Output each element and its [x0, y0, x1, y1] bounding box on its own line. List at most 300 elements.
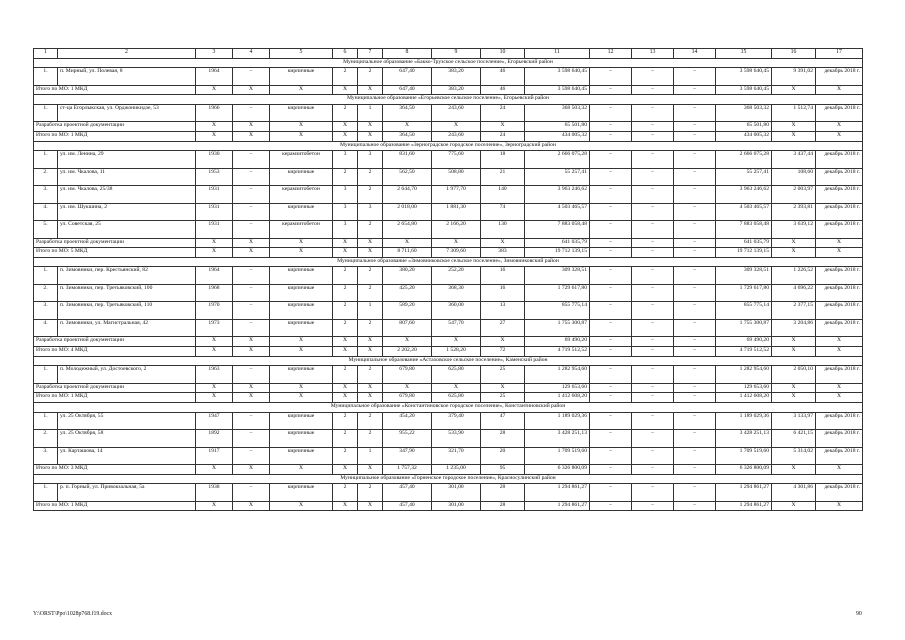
table-cell: X — [270, 122, 333, 132]
table-cell: 364,50 — [383, 104, 432, 122]
table-cell: X — [333, 238, 358, 248]
total-row — [34, 85, 863, 95]
table-cell: 434 005,32 — [525, 131, 590, 141]
table-cell: – — [674, 267, 716, 285]
table-cell: 3 204,86 — [772, 319, 816, 337]
table-cell: ст-ца Егорлыкская, ул. Орджоникидзе, 53 — [58, 104, 196, 122]
table-cell: 4. — [34, 319, 58, 337]
table-cell: кирпичные — [270, 267, 333, 285]
table-cell: 4 719 512,52 — [525, 347, 590, 357]
table-cell: – — [632, 319, 674, 337]
table-cell: X — [270, 85, 333, 95]
table-cell: керамзитобетон — [270, 151, 333, 169]
table-cell: 4. — [34, 203, 58, 221]
table-cell: X — [233, 383, 270, 393]
table-cell: 1 512,74 — [772, 104, 816, 122]
table-cell: – — [632, 104, 674, 122]
table-cell: 647,40 — [383, 68, 432, 86]
table-cell: – — [233, 168, 270, 186]
section-title-row — [34, 257, 863, 267]
table-row — [34, 186, 863, 204]
table-cell: X — [772, 248, 816, 258]
table-cell: 1 528,20 — [432, 347, 481, 357]
table-cell: X — [358, 122, 383, 132]
table-cell: – — [590, 122, 632, 132]
table-cell: 2 — [333, 366, 358, 384]
table-cell: 2 — [358, 366, 383, 384]
table-cell: 2 — [333, 430, 358, 448]
table-cell: декабрь 2018 г. — [816, 319, 863, 337]
table-cell: 1 282 954,60 — [716, 366, 772, 384]
table-cell: 3 — [333, 203, 358, 221]
table-cell: 1 881,30 — [432, 203, 481, 221]
table-cell: 9 — [432, 49, 481, 59]
table-cell: керамзитобетон — [270, 221, 333, 239]
table-cell: 6 — [333, 49, 358, 59]
table-cell: X — [196, 393, 233, 403]
table-row — [34, 221, 863, 239]
table-cell: 25 — [481, 366, 525, 384]
table-cell: X — [233, 393, 270, 403]
table-cell: X — [333, 465, 358, 475]
table-cell: декабрь 2018 г. — [816, 104, 863, 122]
table-cell: 3 963 246,62 — [716, 186, 772, 204]
table-cell: 347,90 — [383, 447, 432, 465]
table-cell: декабрь 2018 г. — [816, 447, 863, 465]
table-cell: Итого по МО: 1 МКД — [34, 393, 196, 403]
table-cell: 6 421,15 — [772, 430, 816, 448]
table-cell: – — [590, 430, 632, 448]
table-body — [34, 49, 863, 511]
table-cell: 2. — [34, 284, 58, 302]
table-cell: – — [632, 186, 674, 204]
table-cell: X — [333, 393, 358, 403]
table-cell: 625,80 — [432, 393, 481, 403]
design-docs-row — [34, 383, 863, 393]
table-cell: – — [632, 501, 674, 511]
table-cell: – — [632, 337, 674, 347]
table-row — [34, 284, 863, 302]
table-cell: 454,20 — [383, 412, 432, 430]
table-cell: X — [233, 501, 270, 511]
table-cell: X — [432, 238, 481, 248]
table-cell: X — [358, 238, 383, 248]
table-cell: 3 963 246,62 — [525, 186, 590, 204]
table-cell: 1 755 300,87 — [716, 319, 772, 337]
table-cell: 2 — [358, 412, 383, 430]
table-cell: 1930 — [196, 151, 233, 169]
table-cell: 1 — [358, 302, 383, 320]
table-cell: 1 294 861,27 — [716, 501, 772, 511]
table-cell: 3 598 640,45 — [716, 85, 772, 95]
table-cell: 2 — [358, 186, 383, 204]
table-cell: Разработка проектной документации — [34, 337, 196, 347]
table-cell: – — [632, 168, 674, 186]
table-cell: – — [674, 151, 716, 169]
table-cell: 831,60 — [383, 151, 432, 169]
table-cell: – — [590, 302, 632, 320]
table-cell: декабрь 2018 г. — [816, 203, 863, 221]
table-cell: 1970 — [196, 302, 233, 320]
table-cell: X — [233, 465, 270, 475]
table-cell: кирпичные — [270, 168, 333, 186]
table-cell: – — [233, 104, 270, 122]
table-cell: X — [270, 501, 333, 511]
table-cell: 3 — [196, 49, 233, 59]
table-cell: 2 202,20 — [383, 347, 432, 357]
table-cell: X — [196, 465, 233, 475]
table-cell: – — [632, 122, 674, 132]
table-cell: 13 — [632, 49, 674, 59]
table-cell: – — [590, 186, 632, 204]
table-cell: – — [632, 302, 674, 320]
table-cell: 3 — [333, 151, 358, 169]
table-cell: 2 018,00 — [383, 203, 432, 221]
table-cell: – — [590, 68, 632, 86]
table-cell: Муниципальное образование «Бакко-Трузское сельское поселение», Егорьевский район — [34, 58, 863, 68]
table-cell: декабрь 2018 г. — [816, 151, 863, 169]
table-cell: X — [481, 383, 525, 393]
table-cell: 1938 — [196, 484, 233, 502]
table-cell: декабрь 2018 г. — [816, 412, 863, 430]
table-cell: 3 598 640,45 — [716, 68, 772, 86]
table-cell: – — [674, 221, 716, 239]
table-cell: Разработка проектной документации — [34, 238, 196, 248]
table-cell: Муниципальное образование «Зимовниковское сельское поселение», Зимовниковский район — [34, 257, 863, 267]
table-cell: – — [590, 465, 632, 475]
table-row — [34, 484, 863, 502]
table-cell: 321,70 — [432, 447, 481, 465]
table-cell: – — [674, 484, 716, 502]
table-cell: п. Мирный, ул. Полевая, 8 — [58, 68, 196, 86]
table-cell: 2 — [358, 267, 383, 285]
table-cell: 1. — [34, 267, 58, 285]
table-cell: 383,20 — [432, 85, 481, 95]
table-cell: X — [196, 131, 233, 141]
table-cell: 4 503 465,57 — [716, 203, 772, 221]
table-cell: 55 257,41 — [525, 168, 590, 186]
page-number: 90 — [856, 611, 862, 617]
table-cell: X — [772, 85, 816, 95]
table-cell: 1 — [358, 447, 383, 465]
table-cell: X — [358, 501, 383, 511]
table-cell: X — [196, 501, 233, 511]
table-cell: 955,22 — [383, 430, 432, 448]
table-cell: 1. — [34, 68, 58, 86]
table-cell: X — [816, 122, 863, 132]
table-cell: 457,40 — [383, 484, 432, 502]
table-cell: X — [233, 122, 270, 132]
housing-repair-table — [33, 48, 863, 511]
table-cell: 9 391,02 — [772, 68, 816, 86]
table-cell: 589,20 — [383, 302, 432, 320]
table-cell: 55 257,41 — [716, 168, 772, 186]
table-cell: 1963 — [196, 366, 233, 384]
table-cell: 16 — [772, 49, 816, 59]
table-cell: X — [270, 238, 333, 248]
table-cell: – — [590, 484, 632, 502]
table-cell: X — [816, 85, 863, 95]
table-row — [34, 319, 863, 337]
table-cell: Муниципальное образование «Астаховское сельское поселение», Каменский район — [34, 356, 863, 366]
table-cell: 1 — [358, 104, 383, 122]
section-title-row — [34, 402, 863, 412]
table-cell: X — [816, 248, 863, 258]
table-cell: Муниципальное образование «Горненское городское поселение», Красносулинский район — [34, 474, 863, 484]
table-cell: – — [233, 267, 270, 285]
table-cell: 2 — [58, 49, 196, 59]
document-sheet — [33, 48, 862, 511]
table-cell: 3. — [34, 302, 58, 320]
table-cell: X — [816, 347, 863, 357]
table-cell: X — [383, 383, 432, 393]
table-cell: 20 — [481, 447, 525, 465]
table-cell: 641 035,79 — [716, 238, 772, 248]
table-cell: – — [632, 248, 674, 258]
table-cell: X — [333, 337, 358, 347]
total-row — [34, 393, 863, 403]
table-cell: 2 003,97 — [772, 186, 816, 204]
table-cell: – — [632, 221, 674, 239]
table-cell: – — [233, 319, 270, 337]
table-cell: 379,40 — [432, 412, 481, 430]
table-cell: 72 — [481, 347, 525, 357]
table-cell: Муниципальное образование «Зерноградское городское поселение», Зерноградский район — [34, 141, 863, 151]
table-cell: 1 294 861,27 — [525, 484, 590, 502]
table-cell: ул. Советская, 25 — [58, 221, 196, 239]
table-cell: 2 — [333, 484, 358, 502]
table-cell: 2 — [358, 484, 383, 502]
table-cell: 129 653,60 — [525, 383, 590, 393]
table-cell: Итого по МО: 3 МКД — [34, 465, 196, 475]
table-cell: X — [270, 393, 333, 403]
table-cell: 1892 — [196, 430, 233, 448]
table-cell: – — [233, 68, 270, 86]
table-cell: 1931 — [196, 221, 233, 239]
table-cell: X — [233, 248, 270, 258]
table-cell: X — [772, 238, 816, 248]
table-cell: – — [590, 85, 632, 95]
table-cell: 4 696,22 — [772, 284, 816, 302]
table-cell: кирпичные — [270, 104, 333, 122]
table-cell: X — [772, 347, 816, 357]
table-cell: X — [432, 122, 481, 132]
table-cell: – — [590, 383, 632, 393]
table-cell: X — [333, 501, 358, 511]
table-cell: – — [632, 68, 674, 86]
table-cell: 2 — [358, 284, 383, 302]
table-cell: кирпичные — [270, 284, 333, 302]
table-cell: 1 757,32 — [383, 465, 432, 475]
table-cell: 7 309,60 — [432, 248, 481, 258]
table-cell: 1 709 519,60 — [716, 447, 772, 465]
table-cell: X — [270, 465, 333, 475]
table-cell: – — [674, 284, 716, 302]
table-cell: 24 — [481, 131, 525, 141]
table-cell: 547,70 — [432, 319, 481, 337]
table-cell: – — [590, 319, 632, 337]
table-cell: X — [358, 393, 383, 403]
table-cell: – — [233, 447, 270, 465]
table-cell: 368 503,32 — [525, 104, 590, 122]
table-cell: 2 — [358, 319, 383, 337]
header-row — [34, 49, 863, 59]
table-cell: – — [590, 501, 632, 511]
table-cell: 1966 — [196, 104, 233, 122]
table-cell: X — [383, 238, 432, 248]
table-cell: 2 — [333, 284, 358, 302]
table-row — [34, 151, 863, 169]
table-cell: 1 412 608,20 — [716, 393, 772, 403]
table-cell: 3 428 251,13 — [716, 430, 772, 448]
table-cell: 3 — [358, 203, 383, 221]
table-cell: 65 501,80 — [716, 122, 772, 132]
table-cell: – — [674, 383, 716, 393]
table-cell: – — [674, 131, 716, 141]
table-cell: X — [772, 393, 816, 403]
table-cell: – — [590, 347, 632, 357]
table-cell: 6 326 800,09 — [525, 465, 590, 475]
table-cell: 8 711,60 — [383, 248, 432, 258]
table-cell: X — [816, 465, 863, 475]
table-cell: X — [358, 337, 383, 347]
table-row — [34, 267, 863, 285]
table-cell: 1 709 519,60 — [525, 447, 590, 465]
table-cell: декабрь 2018 г. — [816, 267, 863, 285]
table-cell: 2 — [358, 168, 383, 186]
table-cell: ул. им. Чкалова, 25/38 — [58, 186, 196, 204]
table-cell: декабрь 2018 г. — [816, 366, 863, 384]
table-cell: 3 133,97 — [772, 412, 816, 430]
total-row — [34, 248, 863, 258]
table-cell: X — [270, 248, 333, 258]
table-cell: п. Зимовники, пер. Крестьянский, 82 — [58, 267, 196, 285]
table-cell: 2 — [333, 302, 358, 320]
table-cell: – — [233, 221, 270, 239]
table-cell: кирпичные — [270, 412, 333, 430]
table-cell: 19 712 139,15 — [716, 248, 772, 258]
table-cell: – — [632, 151, 674, 169]
table-cell: – — [674, 393, 716, 403]
table-cell: – — [590, 203, 632, 221]
table-cell: – — [632, 284, 674, 302]
table-cell: 2 050,10 — [772, 366, 816, 384]
table-cell: 11 — [525, 49, 590, 59]
table-cell: 4 503 465,57 — [525, 203, 590, 221]
table-cell: – — [590, 393, 632, 403]
table-cell: – — [590, 337, 632, 347]
table-cell: – — [632, 393, 674, 403]
table-cell: – — [632, 366, 674, 384]
table-cell: – — [590, 284, 632, 302]
table-cell: 4 301,86 — [772, 484, 816, 502]
table-cell: – — [590, 151, 632, 169]
table-cell: – — [674, 203, 716, 221]
table-cell: 457,40 — [383, 501, 432, 511]
table-cell: ул. 25 Октября, 58 — [58, 430, 196, 448]
table-cell: X — [816, 131, 863, 141]
table-cell: X — [358, 347, 383, 357]
table-cell: X — [816, 393, 863, 403]
table-cell: 309 328,51 — [716, 267, 772, 285]
table-cell: 641 035,79 — [525, 238, 590, 248]
table-cell: X — [358, 383, 383, 393]
table-cell: 1 412 608,20 — [525, 393, 590, 403]
table-cell: 10 — [481, 49, 525, 59]
table-cell: 1 729 617,80 — [525, 284, 590, 302]
table-cell: ул. 25 Октября, 55 — [58, 412, 196, 430]
table-cell: – — [233, 484, 270, 502]
table-cell: – — [233, 203, 270, 221]
total-row — [34, 347, 863, 357]
table-cell: 1 282 954,60 — [525, 366, 590, 384]
table-cell: 28 — [481, 484, 525, 502]
table-cell: 1 294 861,27 — [716, 484, 772, 502]
table-row — [34, 168, 863, 186]
table-cell: 1931 — [196, 186, 233, 204]
table-cell: X — [333, 383, 358, 393]
table-cell: 3 — [333, 186, 358, 204]
footer-file-path: Y:\ORST\Ppo\1028p768.f19.docx — [33, 611, 113, 617]
table-cell: 533,90 — [432, 430, 481, 448]
table-cell: 3 428 251,13 — [525, 430, 590, 448]
table-cell: 855 775,14 — [525, 302, 590, 320]
table-cell: 1. — [34, 366, 58, 384]
table-cell: кирпичные — [270, 484, 333, 502]
table-cell: X — [233, 238, 270, 248]
table-cell: 1 189 029,36 — [716, 412, 772, 430]
table-cell: 364,50 — [383, 131, 432, 141]
table-row — [34, 366, 863, 384]
table-cell: п. Зимовники, пер. Третьяковский, 100 — [58, 284, 196, 302]
table-cell: 3 — [333, 221, 358, 239]
table-cell: 2 377,15 — [772, 302, 816, 320]
table-cell: – — [632, 447, 674, 465]
table-cell: X — [196, 248, 233, 258]
table-cell: 383 — [481, 248, 525, 258]
table-cell: X — [383, 122, 432, 132]
table-cell: X — [333, 248, 358, 258]
table-cell: 12 — [590, 49, 632, 59]
table-cell: Итого по МО: 1 МКД — [34, 131, 196, 141]
table-cell: – — [632, 267, 674, 285]
table-cell: X — [432, 383, 481, 393]
table-cell: – — [632, 203, 674, 221]
table-cell: р. п. Горный, ул. Привокзальная, 5а — [58, 484, 196, 502]
table-cell: – — [674, 186, 716, 204]
table-cell: 3 639,12 — [772, 221, 816, 239]
table-cell: Итого по МО: 1 МКД — [34, 501, 196, 511]
table-cell: 1947 — [196, 412, 233, 430]
table-cell: 775,60 — [432, 151, 481, 169]
table-cell: 368 503,32 — [716, 104, 772, 122]
table-cell: 807,60 — [383, 319, 432, 337]
table-cell: – — [233, 302, 270, 320]
table-cell: 5 — [270, 49, 333, 59]
table-cell: 3 598 640,45 — [525, 68, 590, 86]
table-cell: п. Зимовники, пер. Третьяковский, 110 — [58, 302, 196, 320]
table-cell: 1964 — [196, 267, 233, 285]
table-cell: 69 490,20 — [716, 337, 772, 347]
table-cell: 2 — [358, 430, 383, 448]
table-cell: 16 — [481, 267, 525, 285]
table-cell: ул. Карташова, 14 — [58, 447, 196, 465]
table-cell: X — [358, 248, 383, 258]
table-cell: – — [674, 501, 716, 511]
table-cell: X — [772, 337, 816, 347]
table-cell: 1 226,52 — [772, 267, 816, 285]
table-cell: 3 437,44 — [772, 151, 816, 169]
